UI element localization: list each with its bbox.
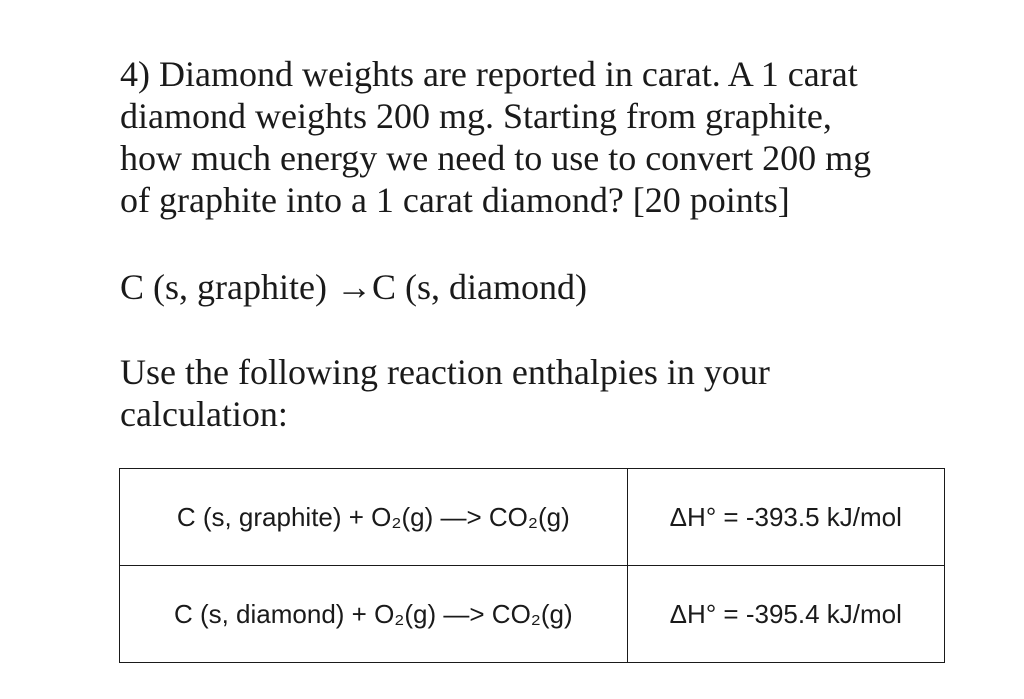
enthalpy-table bbox=[119, 468, 945, 663]
target-reaction: C (s, graphite) →C (s, diamond) bbox=[120, 267, 587, 307]
table-row bbox=[120, 469, 945, 566]
instruction-text bbox=[120, 351, 840, 435]
reaction-equation-cell: C (s, diamond) + O₂(g) —> CO₂(g) bbox=[120, 566, 628, 663]
question-line: of graphite into a 1 carat diamond? [20 points] bbox=[120, 180, 790, 220]
question-line: 4) Diamond weights are reported in carat. A 1 carat bbox=[120, 54, 858, 94]
reaction-equation-cell: C (s, graphite) + O₂(g) —> CO₂(g) bbox=[120, 469, 628, 566]
question-text bbox=[120, 53, 940, 221]
enthalpy-value-cell: ΔH° = -393.5 kJ/mol bbox=[627, 469, 944, 566]
instruction-line: Use the following reaction enthalpies in your bbox=[120, 352, 770, 392]
table-row bbox=[120, 566, 945, 663]
instruction-line: calculation: bbox=[120, 394, 288, 434]
enthalpy-value-cell: ΔH° = -395.4 kJ/mol bbox=[627, 566, 944, 663]
question-line: diamond weights 200 mg. Starting from graphite, bbox=[120, 96, 832, 136]
question-line: how much energy we need to use to convert 200 mg bbox=[120, 138, 872, 178]
